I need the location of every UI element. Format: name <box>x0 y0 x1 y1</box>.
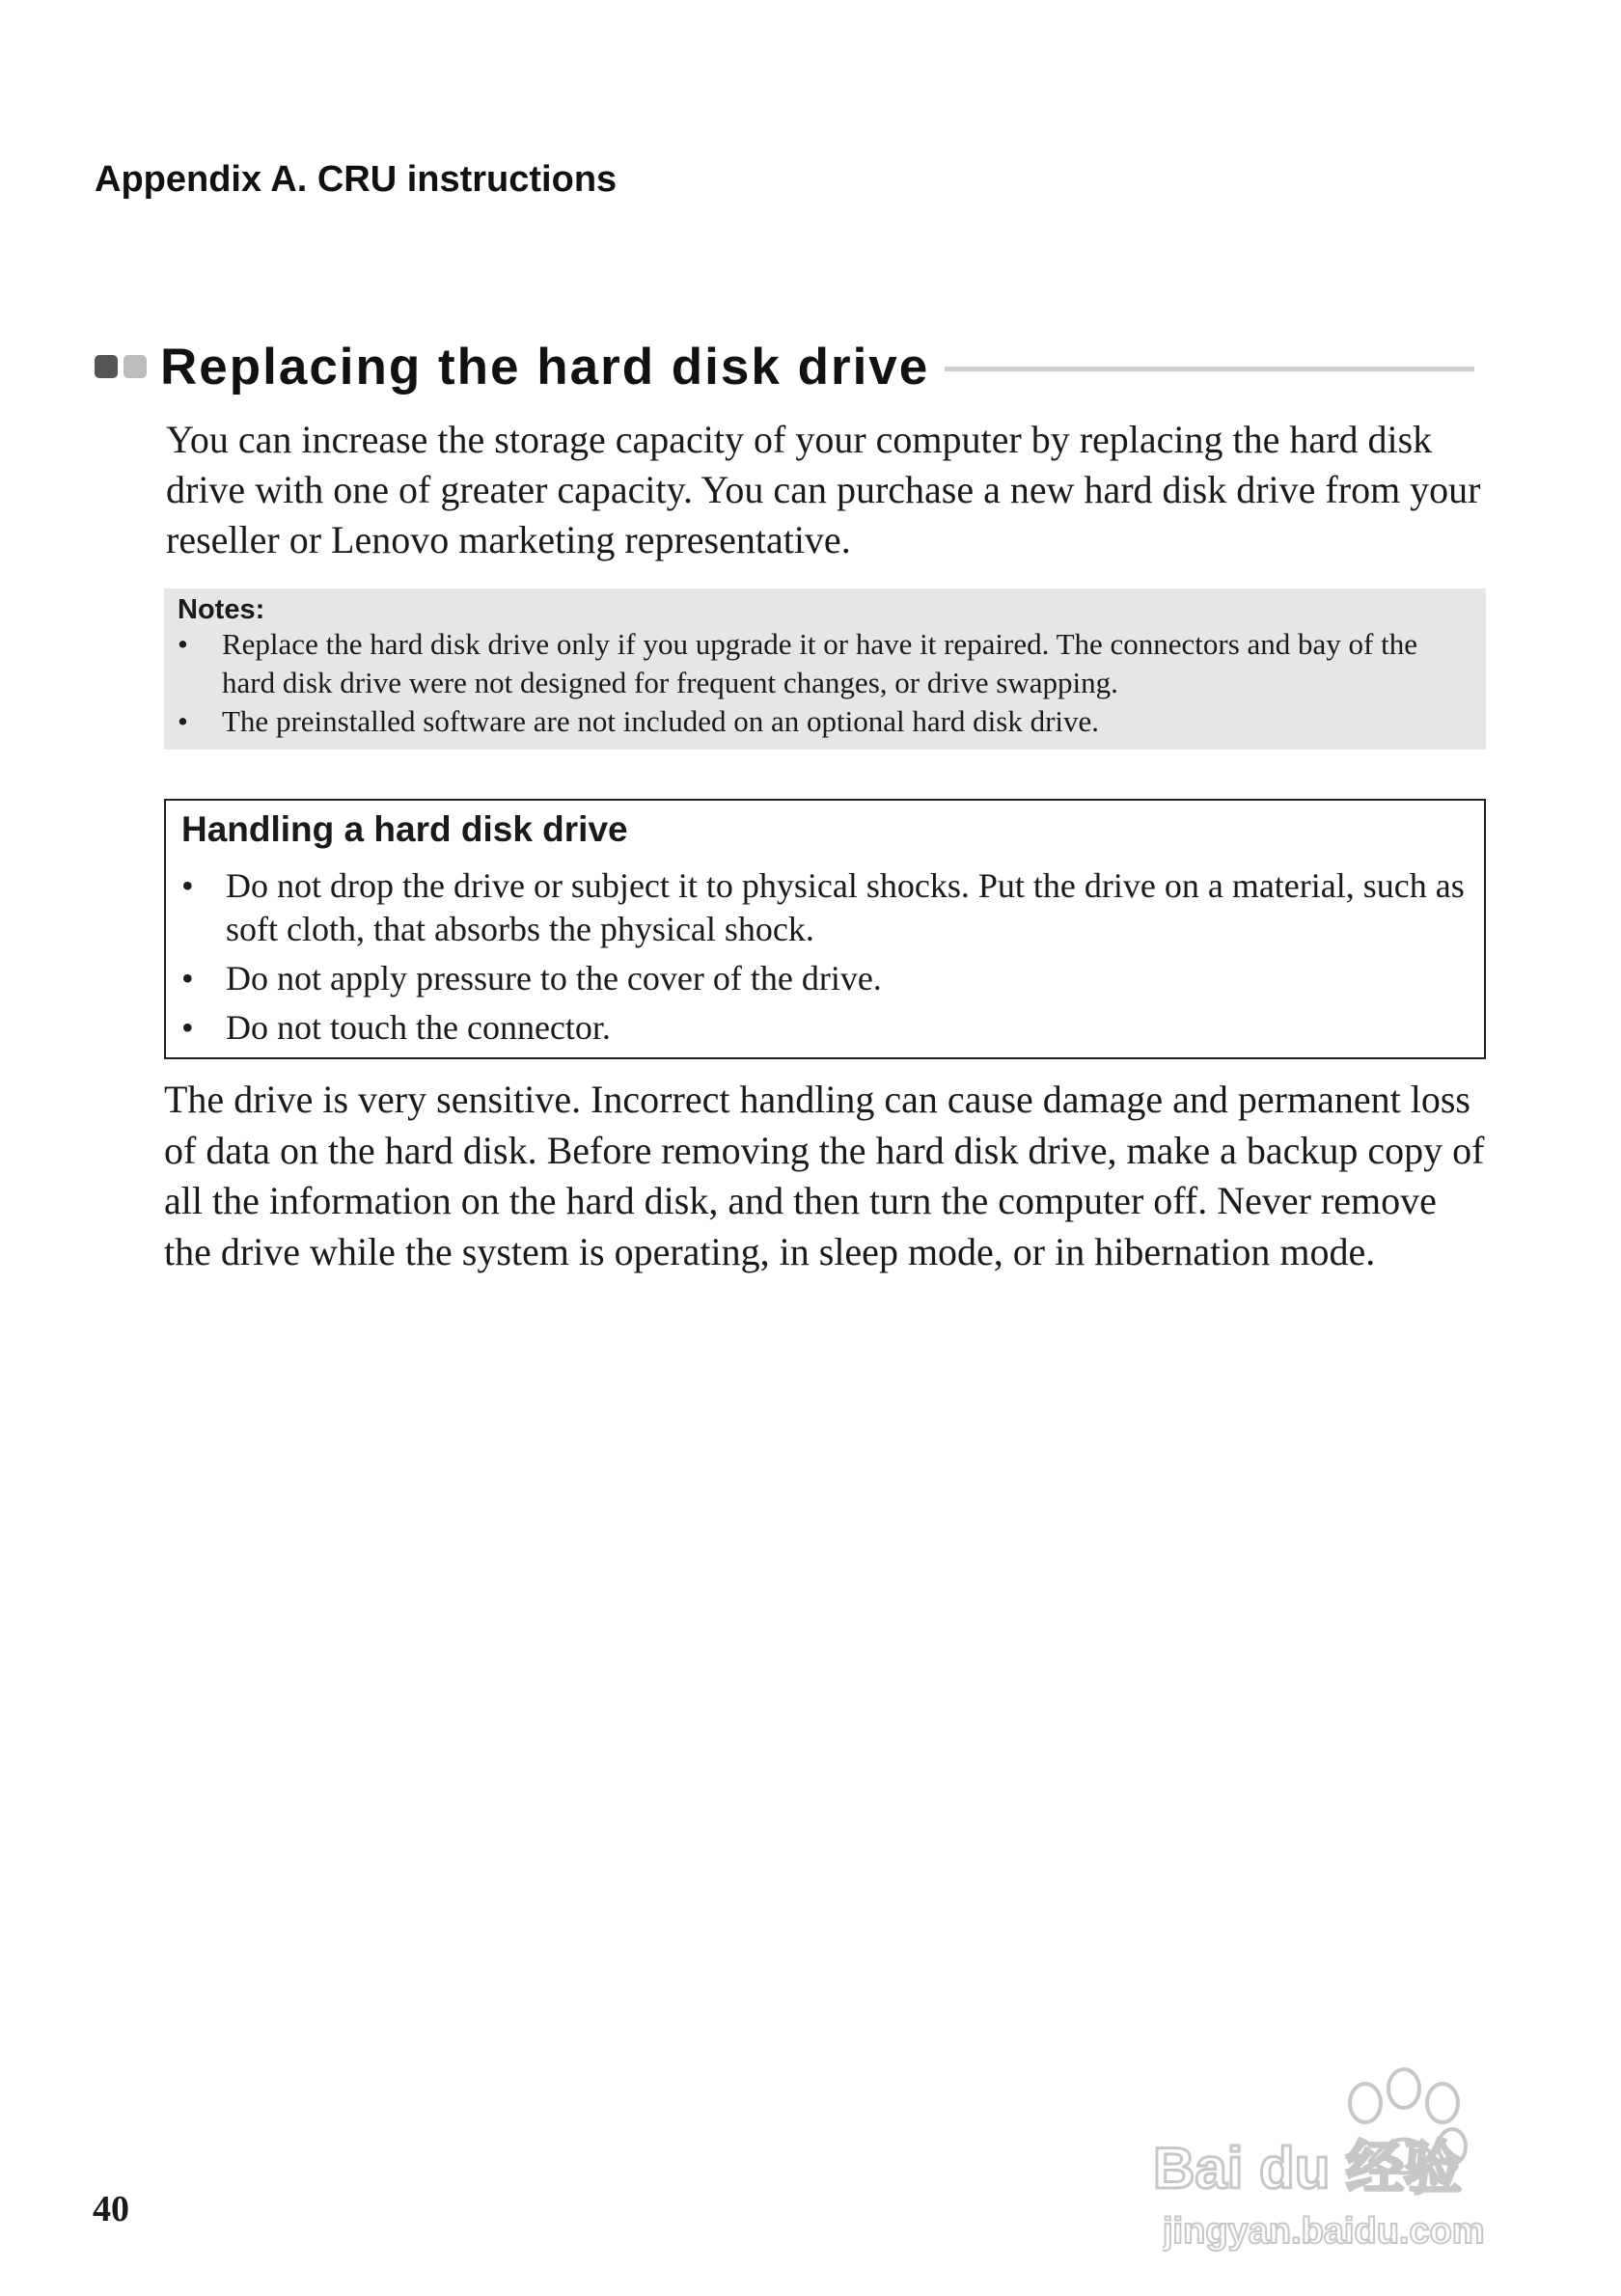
intro-paragraph: You can increase the storage capacity of your computer by replacing the hard disk drive with one of greater capacity. You can purchase a new hard disk drive from your reseller or Lenovo marketing representative. <box>166 418 1481 561</box>
note-item: • The preinstalled software are not included on an optional hard disk drive. <box>178 702 1474 741</box>
light-square-icon <box>124 355 147 378</box>
notes-heading: Notes: <box>178 594 265 625</box>
heading-rule <box>945 367 1474 371</box>
handling-item: • Do not drop the drive or subject it to physical shocks. Put the drive on a material, such as soft cloth, that absorbs the physical shock. <box>181 864 1470 951</box>
section-heading <box>95 333 1474 400</box>
handling-list <box>181 864 1470 1050</box>
handling-box <box>164 799 1486 1059</box>
handling-heading: Handling a hard disk drive <box>181 809 628 849</box>
body-paragraph: The drive is very sensitive. Incorrect handling can cause damage and permanent loss of data on the hard disk. Before removing the hard disk drive, make a backup copy of all the information on the hard disk, and then turn the computer off. Never remove the drive while the system is operating, in sleep mode, or in hibernation mode. <box>164 1078 1485 1273</box>
handling-item: • Do not apply pressure to the cover of the drive. <box>181 957 1470 1000</box>
watermark-url <box>1163 2204 1539 2253</box>
handling-item: • Do not touch the connector. <box>181 1006 1470 1050</box>
section-title: Replacing the hard disk drive <box>160 338 930 396</box>
note-item: • Replace the hard disk drive only if you upgrade it or have it repaired. The connectors and bay of the hard disk drive were not designed for frequent changes, or drive swapping. <box>178 625 1474 702</box>
svg-text:Bai du 经验: Bai du 经验 <box>1153 2136 1463 2200</box>
dark-square-icon <box>95 355 118 378</box>
running-header: Appendix A. CRU instructions <box>95 159 618 200</box>
svg-text:jingyan.baidu.com: jingyan.baidu.com <box>1163 2211 1485 2252</box>
notes-list <box>178 625 1474 741</box>
page-number: 40 <box>93 2189 129 2229</box>
notes-box <box>164 588 1486 750</box>
heading-bullets-icon <box>95 355 147 378</box>
baidu-watermark <box>1153 2064 1539 2257</box>
baidu-logo <box>1153 2132 1539 2200</box>
